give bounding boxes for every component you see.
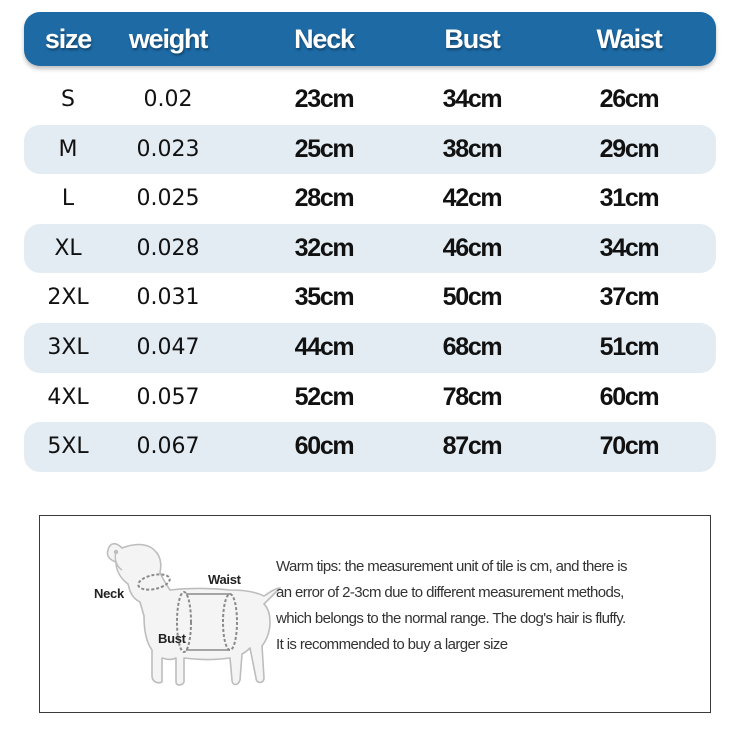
cell-weight: 0.028 [136,235,200,261]
cell-size: M [58,136,78,162]
tip-line: an error of 2-3cm due to different measurement methods, [276,584,624,601]
cell-waist: 60cm [599,382,659,411]
tip-line: Warm tips: the measurement unit of tile is cm, and there is [276,558,627,575]
cell-weight: 0.02 [143,87,193,112]
cell-size: 3XL [47,334,89,360]
cell-neck: 52cm [294,382,354,411]
table-row [24,422,716,472]
cell-weight: 0.023 [136,136,200,162]
cell-waist: 29cm [599,134,659,163]
neck-label: Neck [94,586,124,601]
cell-size: XL [54,235,82,261]
table-row [24,373,716,423]
cell-neck: 23cm [294,85,354,113]
cell-weight: 0.067 [136,434,200,460]
table-header [24,12,716,66]
cell-bust: 68cm [442,332,502,361]
cell-waist: 70cm [599,432,659,461]
warm-tips-text [276,554,696,658]
cell-size: 2XL [47,285,89,311]
cell-neck: 32cm [294,233,354,262]
tip-line: It is recommended to buy a larger size [276,636,508,653]
cell-neck: 44cm [294,332,354,361]
cell-neck: 25cm [294,134,354,163]
cell-waist: 51cm [599,332,659,361]
size-table-body [24,75,716,472]
bust-label: Bust [158,631,186,646]
dog-measurement-diagram [70,526,290,702]
cell-waist: 37cm [599,283,659,312]
waist-label: Waist [208,572,241,587]
cell-bust: 46cm [442,233,502,262]
cell-weight: 0.047 [136,334,200,360]
table-row [24,323,716,373]
header-size: size [44,24,92,54]
cell-bust: 87cm [442,432,502,461]
dog-outline [107,544,280,685]
table-row [24,125,716,175]
header-waist: Waist [596,24,662,54]
cell-weight: 0.031 [136,285,200,311]
cell-bust: 50cm [442,283,502,312]
cell-waist: 34cm [599,233,659,262]
table-row [24,174,716,224]
cell-bust: 78cm [442,382,502,411]
tip-line: which belongs to the normal range. The dog's hair is fluffy. [276,610,626,627]
cell-weight: 0.057 [136,384,200,410]
table-row [24,273,716,323]
cell-weight: 0.025 [136,186,200,212]
cell-bust: 34cm [442,85,502,113]
cell-neck: 35cm [294,283,354,312]
cell-waist: 31cm [599,184,659,213]
cell-neck: 60cm [294,432,354,461]
dog-nose-icon [114,550,118,554]
cell-size: 4XL [47,384,89,410]
measurement-tips-box [39,515,711,713]
header-bust: Bust [444,24,500,54]
header-neck: Neck [294,24,354,54]
table-row [24,75,716,125]
header-weight: weight [128,24,208,54]
cell-neck: 28cm [294,184,354,213]
cell-waist: 26cm [599,85,659,113]
cell-size: L [61,186,75,212]
table-row [24,224,716,274]
cell-size: S [61,87,75,112]
cell-bust: 42cm [442,184,502,213]
cell-size: 5XL [47,434,89,460]
cell-bust: 38cm [442,134,502,163]
